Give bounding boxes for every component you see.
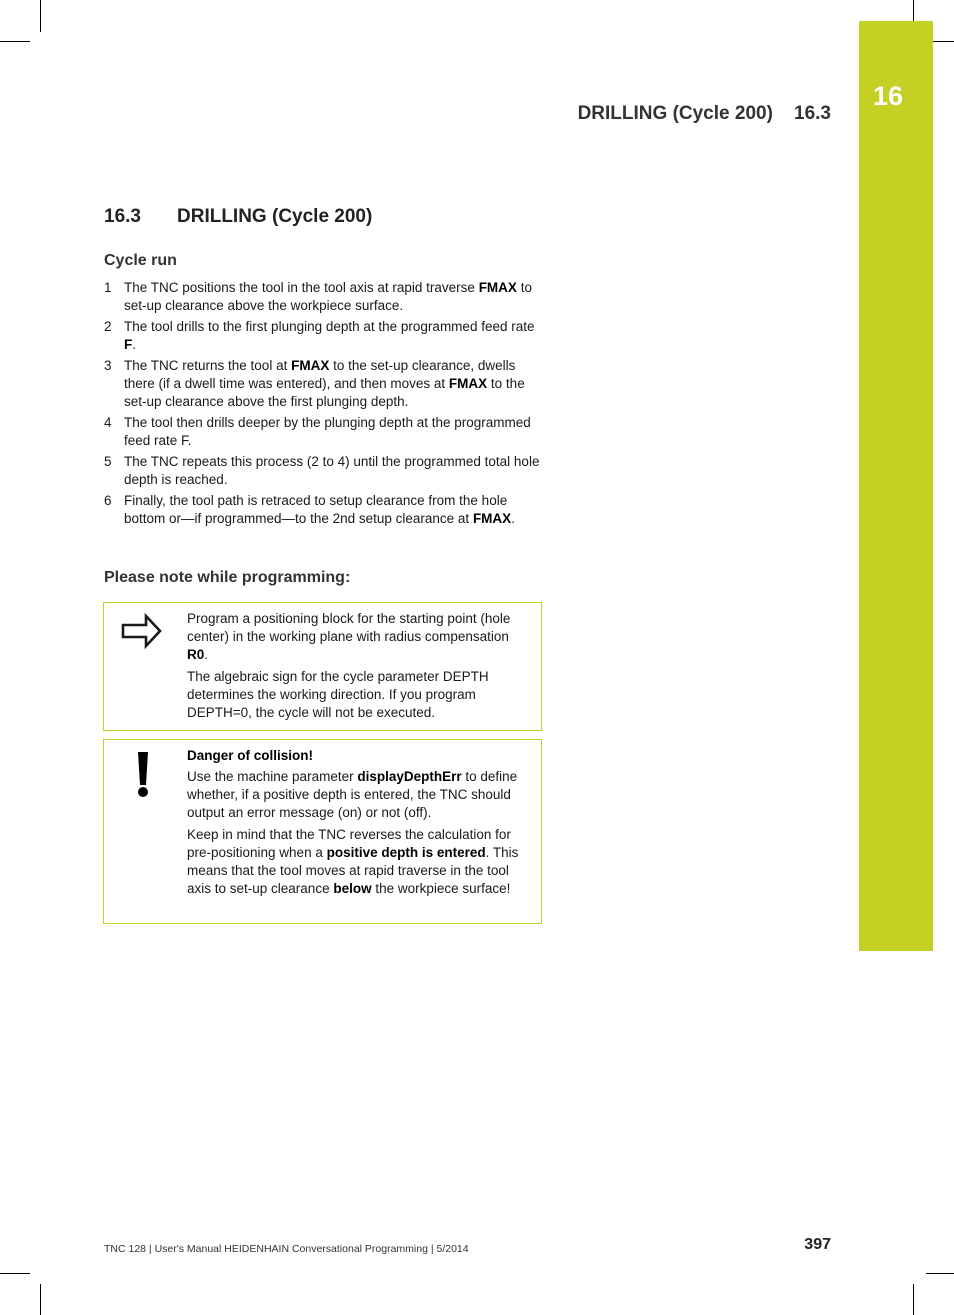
step-text: . xyxy=(132,337,137,352)
step-number: 6 xyxy=(104,493,112,508)
step-bold: FMAX xyxy=(448,376,488,391)
chapter-tab xyxy=(859,21,933,951)
list-item xyxy=(104,279,544,315)
list-item xyxy=(104,492,544,528)
note-paragraph: The algebraic sign for the cycle parameter DEPTH determines the working direction. If you program DEPTH=0, the cycle will not be executed. xyxy=(187,669,489,720)
step-text: Finally, the tool path is retraced to setup clearance from the hole bottom or—if programmed—to the 2nd setup clearance at xyxy=(124,493,508,526)
step-text: The tool drills to the first plunging depth at the programmed feed rate xyxy=(124,319,535,334)
list-item xyxy=(104,453,544,489)
list-item xyxy=(104,414,544,450)
step-bold: FMAX xyxy=(472,511,512,526)
step-number: 2 xyxy=(104,319,112,334)
section-number: 16.3 xyxy=(104,206,141,227)
warning-paragraph: Keep in mind that the TNC reverses the calculation for pre-positioning when a positive depth is entered. This means that the tool moves at rapid traverse in the tool axis to set-up clearance below the workpiece surface! xyxy=(187,827,519,896)
step-bold: FMAX xyxy=(291,358,330,373)
warning-box xyxy=(103,739,542,924)
step-bold: FMAX xyxy=(478,280,517,295)
exclamation-icon xyxy=(133,751,153,799)
crop-mark xyxy=(926,1273,954,1274)
step-text: . xyxy=(511,511,515,526)
step-text: to the set-up clearance above the first plunging depth. xyxy=(124,376,525,409)
step-number: 5 xyxy=(104,454,112,469)
running-header: DRILLING (Cycle 200) 16.3 xyxy=(577,103,831,124)
step-text: The TNC returns the tool at xyxy=(124,358,292,373)
page-number: 397 xyxy=(804,1236,831,1253)
footer-text: TNC 128 | User's Manual HEIDENHAIN Conversational Programming | 5/2014 xyxy=(104,1243,469,1255)
arrow-right-icon xyxy=(120,612,164,652)
step-text: to set-up clearance above the workpiece surface. xyxy=(124,280,532,313)
step-text: to the set-up clearance, dwells there (if a dwell time was entered), and then moves at xyxy=(124,358,516,391)
cycle-run-steps xyxy=(104,279,544,531)
note-icon-cell xyxy=(104,603,186,730)
warning-title: Danger of collision! xyxy=(187,748,314,763)
warning-content xyxy=(187,747,533,902)
step-bold: F xyxy=(124,337,133,352)
step-number: 4 xyxy=(104,415,112,430)
cycle-run-heading: Cycle run xyxy=(104,252,177,269)
chapter-number: 16 xyxy=(872,81,904,111)
step-text: The tool then drills deeper by the plunging depth at the programmed feed rate F. xyxy=(124,415,531,448)
step-number: 3 xyxy=(104,358,112,373)
crop-mark xyxy=(913,1284,914,1315)
crop-mark xyxy=(0,41,30,42)
list-item xyxy=(104,357,544,411)
warning-icon-cell xyxy=(104,740,186,923)
warning-paragraph: Use the machine parameter displayDepthErr to define whether, if a positive depth is entered, the TNC should output an error message (on) or not (off). xyxy=(187,769,518,820)
crop-mark xyxy=(913,0,914,22)
crop-mark xyxy=(40,1284,41,1315)
list-item xyxy=(104,318,544,354)
step-text: The TNC repeats this process (2 to 4) until the programmed total hole depth is reached. xyxy=(124,454,540,487)
section-title xyxy=(104,206,372,228)
crop-mark xyxy=(0,1273,30,1274)
note-heading: Please note while programming: xyxy=(104,569,351,586)
crop-mark xyxy=(40,0,41,32)
section-title-text: DRILLING (Cycle 200) xyxy=(177,206,373,227)
note-content xyxy=(187,610,533,726)
note-paragraph: Program a positioning block for the starting point (hole center) in the working plane with radius compensation R0. xyxy=(187,611,511,662)
step-number: 1 xyxy=(104,280,112,295)
step-text: The TNC positions the tool in the tool axis at rapid traverse xyxy=(124,280,479,295)
note-box xyxy=(103,602,542,731)
